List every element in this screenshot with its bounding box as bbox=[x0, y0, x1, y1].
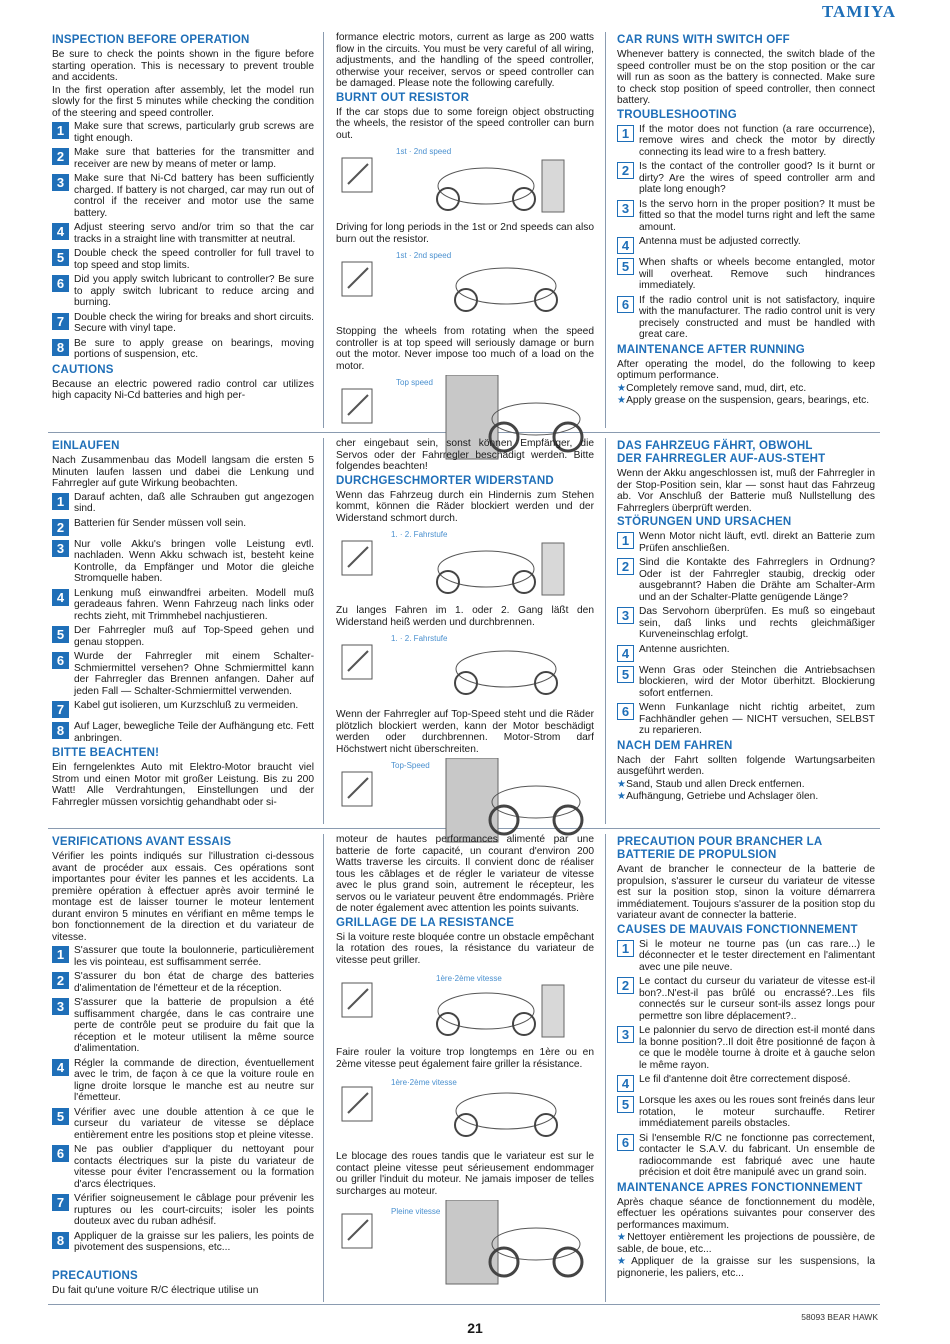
item-text: Double check the speed controller for full travel to top speed and stop limits. bbox=[74, 248, 314, 271]
car-running-illustration bbox=[336, 248, 594, 322]
paragraph: Because an electric powered radio control car utilizes high capacity Ni-Cd batteries and high per- bbox=[52, 378, 314, 401]
model-code: 58093 BEAR HAWK bbox=[801, 1312, 878, 1322]
numbered-item bbox=[52, 625, 314, 648]
item-text: Der Fahrregler muß auf Top-Speed gehen und genau stoppen. bbox=[74, 625, 314, 648]
step-number: 3 bbox=[617, 200, 634, 217]
paragraph: Ein ferngelenktes Auto mit Elektro-Motor braucht viel Strom und einen Motor mit großer Leistung. Bis zu 200 Watt! Alle Verdrahtungen, Einstellungen und der Fahrregler müssen vorsichtig gehandhabt oder si- bbox=[52, 762, 314, 808]
numbered-item bbox=[52, 147, 314, 170]
numbered-item bbox=[52, 945, 314, 968]
car-blocked-illustration bbox=[336, 527, 594, 601]
numbered-item bbox=[617, 1095, 875, 1130]
car-illustration bbox=[336, 144, 594, 218]
paragraph: cher eingebaut sein, sonst können Empfänger, die Servos oder der Fahrregler beschädigt werden. Bitte folgendes beachten! bbox=[336, 438, 594, 472]
item-text: Make sure that batteries for the transmitter and receiver are new by means of meter or lamp. bbox=[74, 147, 314, 170]
numbered-item bbox=[52, 700, 314, 718]
numbered-item bbox=[52, 971, 314, 994]
section-heading: VERIFICATIONS AVANT ESSAIS bbox=[52, 836, 232, 848]
column-divider bbox=[605, 834, 606, 1302]
item-text: Sind die Kontakte des Fahrreglers in Ordnung? Oder ist der Fahrregler staubig, dreckig oder ausgebrannt? Haben die Drähte am Schalter-Arm und an der Schalter-Platte genügende Länge? bbox=[639, 557, 875, 603]
paragraph: moteur de hautes performances alimenté par une batterie de forte capacité, un courant d'environ 200 Watts traverse les circuits. Il convient donc de réaliser tous les câblages et de régler le variateur de vitesse avec le plus grand soin, autrement le récepteur, les servos ou le variateur peuvent être endommagés. Prière de noter également avec attention les points suivants. bbox=[336, 834, 594, 914]
numbered-item bbox=[617, 606, 875, 641]
step-number: 3 bbox=[52, 174, 69, 191]
step-number: 5 bbox=[52, 626, 69, 643]
car-blocked-illustration bbox=[336, 144, 594, 218]
column-divider bbox=[323, 32, 324, 428]
section-heading: NACH DEM FAHREN bbox=[617, 739, 733, 752]
bullet-text: Appliquer de la graisse sur les suspensions, la pignonerie, les paliers, etc... bbox=[617, 1256, 875, 1279]
item-text: Si l'ensemble R/C ne fonctionne pas correctement, contacter le S.A.V. du fabricant. Un ensemble de radiocommande est fabriqué avec une haute précision et doit être manipulé avec un grand soin. bbox=[639, 1132, 875, 1178]
car-illustration bbox=[336, 1073, 594, 1147]
item-text: Vérifier avec une double attention à ce que le curseur du variateur de vitesse se déplace entièrement entre les positions stop et pleine vitesse. bbox=[74, 1106, 314, 1141]
numbered-item bbox=[52, 588, 314, 623]
numbered-item bbox=[617, 1133, 875, 1179]
figure-label: Top speed bbox=[396, 378, 433, 387]
column-divider bbox=[605, 32, 606, 428]
paragraph: Wenn der Fahrregler auf Top-Speed steht und die Räder plötzlich blockiert werden, kann der Motor beschädigt werden oder durchbrennen. Motor-Strom darf Höchstwert nicht überschreiten. bbox=[336, 709, 594, 755]
fr-left-column bbox=[52, 834, 314, 1297]
step-number: 5 bbox=[617, 1096, 634, 1113]
paragraph: formance electric motors, current as large as 200 watts flow in the circuits. You must be very careful of all wiring, adjustments, and the handling of the speed controller, otherwise your receiver, servos or speed controller can be damaged. Please note the following carefully. bbox=[336, 32, 594, 89]
item-text: Le fil d'antenne doit être correctement disposé. bbox=[639, 1074, 851, 1085]
car-illustration bbox=[336, 1200, 594, 1286]
step-number: 1 bbox=[52, 493, 69, 510]
section-heading: BURNT OUT RESISTOR bbox=[336, 91, 470, 104]
bullet-text: Sand, Staub und allen Dreck entfernen. bbox=[626, 778, 805, 790]
paragraph: Stopping the wheels from rotating when the speed controller is at top speed will seriously damage or burn out the motor. Never impose too much of a load on the motor. bbox=[336, 326, 594, 372]
item-text: Adjust steering servo and/or trim so that the car tracks in a straight line with transmitter at neutral. bbox=[74, 222, 314, 245]
section-heading: CAR RUNS WITH SWITCH OFF bbox=[617, 34, 790, 46]
numbered-item bbox=[617, 702, 875, 737]
section-heading: DER FAHRREGLER AUF-AUS-STEHT bbox=[617, 453, 826, 465]
bullet-item bbox=[617, 791, 875, 803]
star-icon: ★ bbox=[617, 382, 627, 394]
star-icon: ★ bbox=[617, 395, 627, 406]
step-number: 1 bbox=[617, 940, 634, 957]
item-text: Be sure to apply grease on bearings, moving portions of suspension, etc. bbox=[74, 337, 314, 360]
figure-label: 1. · 2. Fahrstufe bbox=[391, 530, 448, 539]
item-text: Antenna must be adjusted correctly. bbox=[639, 236, 801, 247]
numbered-item bbox=[52, 274, 314, 309]
item-text: Vérifier soigneusement le câblage pour prévenir les ruptures ou les court-circuits; isoler les points douteux avec du ruban adhésif. bbox=[74, 1193, 314, 1227]
numbered-item bbox=[52, 539, 314, 585]
step-number: 8 bbox=[52, 339, 69, 356]
step-number: 2 bbox=[52, 519, 69, 536]
column-divider bbox=[323, 834, 324, 1302]
step-number: 1 bbox=[52, 946, 69, 963]
car-illustration bbox=[336, 527, 594, 601]
section-divider bbox=[48, 1304, 880, 1305]
bullet-item bbox=[617, 395, 875, 407]
car-illustration bbox=[336, 248, 594, 322]
bullet-item bbox=[617, 1256, 875, 1279]
item-text: Ne pas oublier d'appliquer du nettoyant pour contacts électriques sur la piste du variateur de vitesse pour éviter l'encrassement ou la formation d'arcs électriques. bbox=[74, 1144, 314, 1190]
item-text: Régler la commande de direction, éventuellement avec le trim, de façon à ce que la voiture roule en ligne droite lorsque le manche est au neutre sur l'émetteur. bbox=[74, 1057, 314, 1103]
step-number: 6 bbox=[617, 703, 634, 720]
step-number: 2 bbox=[52, 972, 69, 989]
column-divider bbox=[605, 438, 606, 824]
car-running-illustration bbox=[336, 631, 594, 705]
step-number: 3 bbox=[617, 1026, 634, 1043]
item-text: S'assurer du bon état de charge des batteries d'alimentation de l'émetteur et de la réception. bbox=[74, 971, 314, 994]
paragraph: Avant de brancher le connecteur de la batterie de propulsion, s'assurer le curseur du variateur de vitesse est sur la position stop, sinon la voiture démarrera immédiatement. Toujours s'assurer de la position stop du variateur avant de connecter la batterie. bbox=[617, 864, 875, 921]
step-number: 4 bbox=[52, 589, 69, 606]
figure-label: 1st · 2nd speed bbox=[396, 251, 452, 260]
bullet-text: Apply grease on the suspension, gears, bearings, etc. bbox=[626, 395, 870, 406]
step-number: 4 bbox=[52, 1059, 69, 1076]
paragraph: After operating the model, do the following to keep optimum performance. bbox=[617, 358, 875, 381]
numbered-item bbox=[617, 939, 875, 974]
paragraph: Zu langes Fahren im 1. oder 2. Gang läßt den Widerstand heiß werden und durchbrennen. bbox=[336, 605, 594, 628]
numbered-item bbox=[617, 199, 875, 234]
en-middle-column bbox=[336, 32, 594, 465]
step-number: 1 bbox=[52, 122, 69, 139]
step-number: 2 bbox=[617, 977, 634, 994]
item-text: S'assurer que toute la boulonnerie, particulièrement les vis pointeau, est suffisamment serrée. bbox=[74, 945, 314, 968]
numbered-item bbox=[52, 1058, 314, 1104]
numbered-item bbox=[617, 665, 875, 700]
item-text: Make sure that screws, particularly grub screws are tight enough. bbox=[74, 121, 314, 144]
item-text: Das Servohorn überprüfen. Es muß so eingebaut sein, daß links und rechts gleichmäßiger Kurveneinschlag erfolgt. bbox=[639, 606, 875, 640]
section-heading: INSPECTION BEFORE OPERATION bbox=[52, 34, 250, 46]
star-icon: ★ bbox=[617, 778, 627, 790]
bullet-text: Aufhängung, Getriebe und Achslager ölen. bbox=[626, 791, 819, 802]
brand-logo: TAMIYA bbox=[821, 2, 896, 21]
step-number: 6 bbox=[617, 1134, 634, 1151]
car-running-illustration bbox=[336, 1073, 594, 1147]
item-text: If the motor does not function (a rare occurrence), remove wires and check the motor by directly connecting its lead wire to a fresh battery. bbox=[639, 123, 875, 158]
numbered-item bbox=[52, 222, 314, 245]
figure-label: Top-Speed bbox=[391, 761, 430, 770]
figure-label: 1ère·2ème vitesse bbox=[436, 974, 502, 983]
star-icon: ★ bbox=[617, 1232, 628, 1243]
step-number: 2 bbox=[617, 558, 634, 575]
numbered-item bbox=[52, 121, 314, 144]
step-number: 6 bbox=[52, 275, 69, 292]
step-number: 7 bbox=[52, 313, 69, 330]
paragraph: Vérifier les points indiqués sur l'illustration ci-dessous avant de procéder aux essais. Ces opérations sont importantes pour éviter les pannes et les accidents. La première opération à effectuer après avoir terminé le montage est de laisser tourner le moteur lentement durant environ 5 minutes en vérifiant en même temps le bon fonctionnement de la direction et du variateur de vitesse. bbox=[52, 851, 314, 943]
item-text: Lorsque les axes ou les roues sont freinés dans leur rotation, le moteur surchauffe. Retirer immédiatement pareils obstacles. bbox=[639, 1095, 875, 1129]
paragraph: In the first operation after assembly, let the model run slowly for the first 5 minutes while checking the condition of the steering and speed controller. bbox=[52, 84, 314, 119]
item-text: Wenn Motor nicht läuft, evtl. direkt an Batterie zum Prüfen anschließen. bbox=[639, 531, 875, 554]
numbered-item bbox=[52, 518, 314, 536]
numbered-item bbox=[52, 651, 314, 697]
section-heading: BITTE BEACHTEN! bbox=[52, 747, 160, 759]
numbered-item bbox=[52, 721, 314, 744]
de-right-column bbox=[617, 438, 875, 804]
figure-label: 1ère·2ème vitesse bbox=[391, 1078, 457, 1087]
item-text: Wenn Gras oder Steinchen die Antriebsachsen blockieren, wird der Motor überhitzt. Blockierung sofort entfernen. bbox=[639, 664, 875, 699]
section-heading: MAINTENANCE APRES FONCTIONNEMENT bbox=[617, 1181, 863, 1194]
numbered-item bbox=[52, 492, 314, 515]
numbered-item bbox=[52, 248, 314, 271]
section-heading: BATTERIE DE PROPULSION bbox=[617, 849, 777, 861]
section-heading: DURCHGESCHMORTER WIDERSTAND bbox=[336, 474, 554, 487]
item-text: Auf Lager, bewegliche Teile der Aufhängung etc. Fett anbringen. bbox=[74, 721, 314, 744]
section-heading: GRILLAGE DE LA RESISTANCE bbox=[336, 916, 515, 929]
item-text: Si le moteur ne tourne pas (un cas rare...) le déconnecter et le tester directement en l'alimentant avec une pile neuve. bbox=[639, 938, 875, 973]
numbered-item bbox=[52, 1193, 314, 1228]
paragraph: Du fait qu'une voiture R/C électrique utilise un bbox=[52, 1284, 259, 1296]
step-number: 4 bbox=[52, 223, 69, 240]
numbered-item bbox=[52, 1144, 314, 1190]
paragraph: Whenever battery is connected, the switch blade of the speed controller must be on the stop position or the car will run as soon as the battery is connected. Make sure to check stop position of speed controller, then connect battery. bbox=[617, 49, 875, 106]
step-number: 6 bbox=[52, 652, 69, 669]
step-number: 4 bbox=[617, 645, 634, 662]
step-number: 8 bbox=[52, 722, 69, 739]
item-text: Nur volle Akku's bringen volle Leistung evtl. nachladen. Wenn Akku schwach ist, besteht keine Kontrolle, da Empfänger und Motor die gleiche Stromquelle haben. bbox=[74, 538, 314, 584]
numbered-item bbox=[52, 1231, 314, 1254]
car-against-wall-illustration bbox=[336, 758, 594, 844]
de-left-column bbox=[52, 438, 314, 809]
numbered-item bbox=[52, 1107, 314, 1142]
item-text: When shafts or wheels become entangled, motor will overheat. Remove such hindrances immediately. bbox=[639, 257, 875, 291]
paragraph: If the car stops due to some foreign object obstructing the wheels, the resistor of the speed controller can burn out. bbox=[336, 106, 594, 141]
section-heading: MAINTENANCE AFTER RUNNING bbox=[617, 343, 805, 356]
numbered-item bbox=[617, 976, 875, 1022]
star-icon: ★ bbox=[617, 1256, 632, 1267]
numbered-item bbox=[52, 338, 314, 361]
section-heading: TROUBLESHOOTING bbox=[617, 108, 737, 121]
en-left-column bbox=[52, 32, 314, 403]
section-heading: PRECAUTIONS bbox=[52, 1269, 138, 1282]
item-text: Double check the wiring for breaks and short circuits. Secure with vinyl tape. bbox=[74, 311, 314, 334]
step-number: 8 bbox=[52, 1232, 69, 1249]
numbered-item bbox=[617, 295, 875, 341]
item-text: Is the servo horn in the proper position? It must be fitted so that the model turns right and left the same amount. bbox=[639, 198, 875, 233]
figure-label: 1. · 2. Fahrstufe bbox=[391, 634, 448, 643]
section-heading: PRECAUTION POUR BRANCHER LA bbox=[617, 836, 823, 848]
bullet-item bbox=[617, 1232, 875, 1255]
step-number: 5 bbox=[617, 258, 634, 275]
step-number: 5 bbox=[617, 666, 634, 683]
item-text: Antenne ausrichten. bbox=[639, 643, 730, 655]
car-illustration bbox=[336, 969, 594, 1043]
item-text: If the radio control unit is not satisfactory, inquire with the manufacturer. The radio control unit is very precisely constructed and must be handled with great care. bbox=[639, 294, 875, 340]
section-heading: CAUTIONS bbox=[52, 363, 114, 376]
numbered-item bbox=[617, 1074, 875, 1092]
numbered-item bbox=[617, 124, 875, 159]
paragraph: Le blocage des roues tandis que le variateur est sur le contact pleine vitesse peut sérieusement endommager ou griller l'induit du moteur. Ne jamais imposer de telles surcharges au moteur. bbox=[336, 1151, 594, 1197]
paragraph: Wenn das Fahrzeug durch ein Hindernis zum Stehen kommt, können die Räder blockiert werden und der Widerstand schmort durch. bbox=[336, 489, 594, 524]
step-number: 3 bbox=[52, 540, 69, 557]
numbered-item bbox=[617, 644, 875, 662]
bullet-text: Nettoyer entièrement les projections de poussière, de sable, de boue, etc... bbox=[617, 1232, 875, 1255]
section-heading: EINLAUFEN bbox=[52, 440, 120, 452]
fr-middle-column bbox=[336, 834, 594, 1290]
numbered-item bbox=[617, 1025, 875, 1071]
paragraph: Nach der Fahrt sollten folgende Wartungsarbeiten ausgeführt werden. bbox=[617, 754, 875, 777]
figure-label: Pleine vitesse bbox=[391, 1207, 441, 1216]
star-icon: ★ bbox=[617, 791, 627, 802]
car-illustration bbox=[336, 631, 594, 705]
numbered-item bbox=[617, 557, 875, 603]
figure-label: 1st · 2nd speed bbox=[396, 147, 452, 156]
paragraph: Si la voiture reste bloquée contre un obstacle empêchant la rotation des roues, la résistance du variateur de vitesse peut griller. bbox=[336, 931, 594, 966]
numbered-item bbox=[52, 312, 314, 335]
step-number: 3 bbox=[52, 998, 69, 1015]
numbered-item bbox=[617, 236, 875, 254]
section-heading: CAUSES DE MAUVAIS FONCTIONNEMENT bbox=[617, 923, 858, 936]
numbered-item bbox=[617, 531, 875, 554]
section-heading: STÖRUNGEN UND URSACHEN bbox=[617, 516, 792, 528]
step-number: 4 bbox=[617, 237, 634, 254]
item-text: S'assurer que la batterie de propulsion a été suffisamment chargée, dans le cas contraire une perte de contrôle peut se produire du fait que la réception et le moteur utilisent la même source d'alimentation. bbox=[74, 997, 314, 1054]
step-number: 7 bbox=[52, 1194, 69, 1211]
paragraph: Be sure to check the points shown in the figure before starting operation. This is necessary to prevent trouble and accidents. bbox=[52, 49, 314, 83]
step-number: 2 bbox=[52, 148, 69, 165]
step-number: 7 bbox=[52, 701, 69, 718]
fr-right-column bbox=[617, 834, 875, 1280]
numbered-item bbox=[52, 173, 314, 219]
step-number: 2 bbox=[617, 162, 634, 179]
bullet-text: Completely remove sand, mud, dirt, etc. bbox=[626, 382, 807, 394]
bullet-item bbox=[617, 383, 875, 395]
item-text: Appliquer de la graisse sur les paliers, les points de pivotement des suspensions, etc... bbox=[74, 1230, 314, 1253]
item-text: Le contact du curseur du variateur de vitesse est-il bon?..N'est-il pas brûlé ou encrassé?..Les fils connectés sur le curseur sont-ils assez longs pour permettre son libre déplacement?.. bbox=[639, 976, 875, 1022]
column-divider bbox=[323, 438, 324, 824]
item-text: Lenkung muß einwandfrei arbeiten. Modell muß geradeaus fahren. Wenn Fahrzeug nach links oder rechts zieht, mit Trimmhebel nachjustieren. bbox=[74, 587, 314, 622]
step-number: 5 bbox=[52, 249, 69, 266]
numbered-item bbox=[52, 997, 314, 1055]
de-middle-column bbox=[336, 438, 594, 848]
step-number: 6 bbox=[617, 296, 634, 313]
item-text: Did you apply switch lubricant to controller? Be sure to apply switch lubricant to reduce arcing and burning. bbox=[74, 274, 314, 308]
paragraph: Après chaque séance de fonctionnement du modèle, effectuer les opérations suivantes pour conserver des performances maximum. bbox=[617, 1196, 875, 1231]
item-text: Batterien für Sender müssen voll sein. bbox=[74, 517, 247, 529]
car-illustration bbox=[336, 758, 594, 844]
item-text: Darauf achten, daß alle Schrauben gut angezogen sind. bbox=[74, 491, 314, 514]
numbered-item bbox=[617, 161, 875, 196]
paragraph: Nach Zusammenbau das Modell langsam die ersten 5 Minuten laufen lassen und dabei die Lenkung und Fahrregler auf gute Wirkung beobachten. bbox=[52, 455, 314, 489]
item-text: Kabel gut isolieren, um Kurzschluß zu vermeiden. bbox=[74, 700, 299, 711]
en-right-column bbox=[617, 32, 875, 408]
page-number: 21 bbox=[467, 1320, 483, 1336]
paragraph: Wenn der Akku angeschlossen ist, muß der Fahrregler in der Stop-Position sein, klar — sonst haut das Fahrzeug ab. Vor Anschluß der Batterie muß Nullstellung des Fahrreglers überprüft werden. bbox=[617, 468, 875, 514]
paragraph: Driving for long periods in the 1st or 2nd speeds can also burn out the resistor. bbox=[336, 222, 594, 245]
numbered-item bbox=[617, 257, 875, 292]
item-text: Le palonnier du servo de direction est-il monté dans la bonne position?..Il doit être positionné de façon à ce que le modèle tourne à droite et à gauche selon le même rayon. bbox=[639, 1025, 875, 1071]
step-number: 5 bbox=[52, 1108, 69, 1125]
step-number: 3 bbox=[617, 607, 634, 624]
item-text: Is the contact of the controller good? Is it burnt or dirty? Are the wires of speed controller arm and plate long enough? bbox=[639, 161, 875, 195]
step-number: 1 bbox=[617, 125, 634, 142]
bullet-item bbox=[617, 779, 875, 791]
item-text: Make sure that Ni-Cd battery has been sufficiently charged. If battery is not charged, car may run out of control if the receiver and motor use the same battery. bbox=[74, 173, 314, 219]
item-text: Wenn Funkanlage nicht richtig arbeitet, zum Fachhändler gehen — NICHT versuchen, SELBST zu reparieren. bbox=[639, 702, 875, 736]
step-number: 6 bbox=[52, 1145, 69, 1162]
step-number: 4 bbox=[617, 1075, 634, 1092]
item-text: Wurde der Fahrregler mit einem Schalter-Schmiermittel versehen? Ohne Schmiermittel kann der Fahrregler das Brennen anfangen. Daher auf jeden Fall — Schalter-Schmiermittel verwenden. bbox=[74, 651, 314, 697]
car-against-wall-illustration bbox=[336, 1200, 594, 1286]
section-heading: DAS FAHRZEUG FÄHRT, OBWOHL bbox=[617, 440, 813, 452]
step-number: 1 bbox=[617, 532, 634, 549]
paragraph: Faire rouler la voiture trop longtemps en 1ère ou en 2ème vitesse peut également faire griller la résistance. bbox=[336, 1047, 594, 1070]
